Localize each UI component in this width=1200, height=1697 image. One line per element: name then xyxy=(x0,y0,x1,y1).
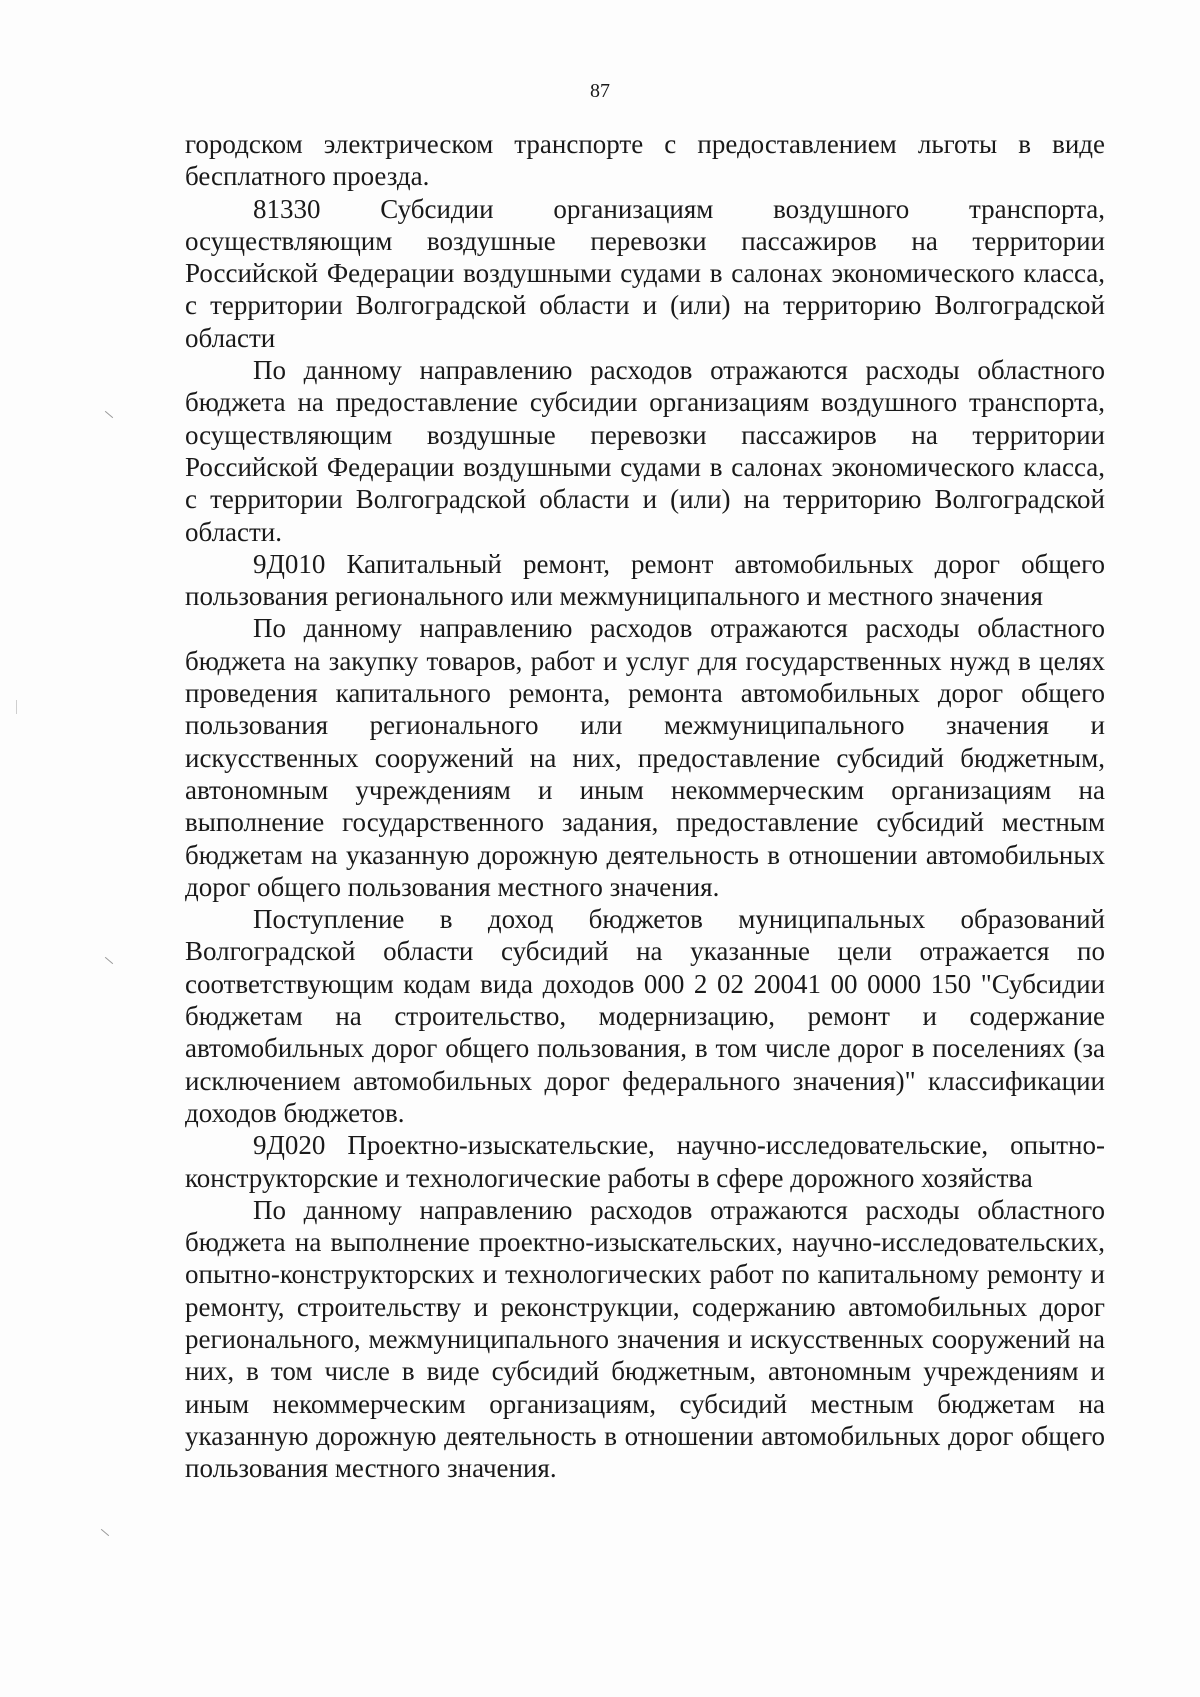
scan-artifact xyxy=(101,1529,109,1536)
scan-artifact xyxy=(16,700,17,714)
paragraph-9d020-description: По данному направлению расходов отражаются расходы областного бюджета на выполнение проектно-изыскательских, научно-исследовательских, опытно-конструкторских и технологических работ по капитальному ремонту и ремонту, строительству и реконструкции, содержанию автомобильных дорог регионального, межмуниципального значения и искусственных сооружений на них, в том числе в виде субсидий бюджетным, автономным учреждениям и иным некоммерческим организациям, субсидий местным бюджетам на указанную дорожную деятельность в отношении автомобильных дорог общего пользования местного значения. xyxy=(185,1194,1105,1484)
page-number: 87 xyxy=(590,80,610,102)
paragraph-heading-9d010: 9Д010 Капитальный ремонт, ремонт автомобильных дорог общего пользования регионального или межмуниципального и местного значения xyxy=(185,548,1105,612)
paragraph-continuation: городском электрическом транспорте с предоставлением льготы в виде бесплатного проезда. xyxy=(185,129,1105,192)
paragraph-9d010-description: По данному направлению расходов отражаются расходы областного бюджета на закупку товаров, работ и услуг для государственных нужд в целях проведения капитального ремонта, ремонта автомобильных дорог общего пользования регионального или межмуниципального значения и искусственных сооружений на них, предоставление субсидий бюджетным, автономным учреждениям и иным некоммерческим организациям на выполнение государственного задания, предоставление субсидий местным бюджетам на указанную дорожную деятельность в отношении автомобильных дорог общего пользования местного значения. xyxy=(185,613,1105,902)
paragraph-81330-description: По данному направлению расходов отражаются расходы областного бюджета на предоставление субсидии организациям воздушного транспорта, осуществляющим воздушные перевозки пассажиров на территории Российской Федерации воздушными судами в салонах экономического класса, с территории Волгоградской области и (или) на территорию Волгоградской области. xyxy=(185,355,1105,547)
document-body xyxy=(185,128,1105,1484)
paragraph-heading-81330: 81330 Субсидии организациям воздушного транспорта, осуществляющим воздушные перевозки пассажиров на территории Российской Федерации воздушными судами в салонах экономического класса, с территории Волгоградской области и (или) на территорию Волгоградской области xyxy=(185,193,1105,353)
scan-artifact xyxy=(105,411,113,418)
scan-artifact xyxy=(105,957,113,964)
paragraph-9d010-revenue: Поступление в доход бюджетов муниципальных образований Волгоградской области субсидий на указанные цели отражается по соответствующим кодам вида доходов 000 2 02 20041 00 0000 150 "Субсидии бюджетам на строительство, модернизацию, ремонт и содержание автомобильных дорог общего пользования, в том числе дорог в поселениях (за исключением автомобильных дорог федерального значения)" классификации доходов бюджетов. xyxy=(185,904,1105,1128)
paragraph-heading-9d020: 9Д020 Проектно-изыскательские, научно-исследовательские, опытно-конструкторские и технологические работы в сфере дорожного хозяйства xyxy=(185,1130,1105,1193)
